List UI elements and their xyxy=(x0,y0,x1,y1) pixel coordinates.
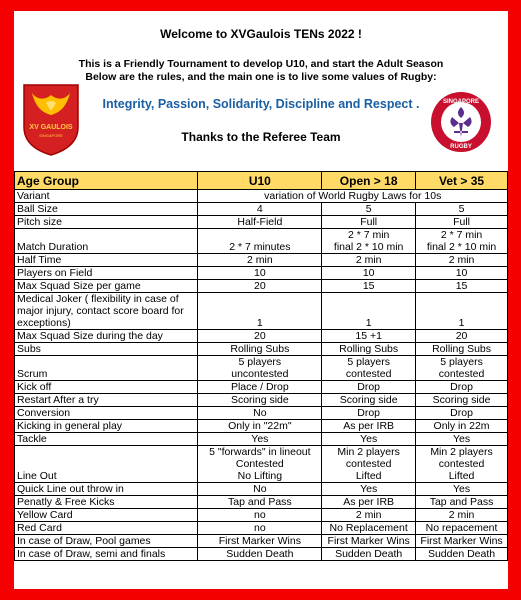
cell-u10: 1 xyxy=(198,293,322,330)
row-label: Ball Size xyxy=(15,203,198,216)
table-row xyxy=(15,330,508,343)
header xyxy=(14,11,508,171)
row-label: Kick off xyxy=(15,381,198,394)
page-title: Welcome to XVGaulois TENs 2022 ! xyxy=(160,27,362,41)
row-label: Kicking in general play xyxy=(15,420,198,433)
table-row xyxy=(15,216,508,229)
row-label: In case of Draw, semi and finals xyxy=(15,548,198,561)
table-row xyxy=(15,446,508,483)
table-row xyxy=(15,203,508,216)
logo-text-left: XV GAULOIS xyxy=(29,124,73,131)
row-label: Scrum xyxy=(15,356,198,381)
table-row xyxy=(15,267,508,280)
table-row-variant xyxy=(15,190,508,203)
cell-u10: First Marker Wins xyxy=(198,535,322,548)
cell-vet: 1 xyxy=(416,293,508,330)
cell-vet: Drop xyxy=(416,381,508,394)
logo-subtext-left: SINGAPORE xyxy=(39,133,63,138)
logo-text-bottom: RUGBY xyxy=(450,144,472,150)
table-row xyxy=(15,407,508,420)
row-label: Max Squad Size during the day xyxy=(15,330,198,343)
cell-u10: Scoring side xyxy=(198,394,322,407)
cell-u10: 2 min xyxy=(198,254,322,267)
cell-open: As per IRB xyxy=(322,420,416,433)
cell-open: 2 min xyxy=(322,254,416,267)
variant-value: variation of World Rugby Laws for 10s xyxy=(198,190,508,203)
cell-u10: 10 xyxy=(198,267,322,280)
cell-open: Yes xyxy=(322,483,416,496)
row-label: Players on Field xyxy=(15,267,198,280)
rugby-values: Integrity, Passion, Solidarity, Discipline and Respect . xyxy=(102,97,420,111)
table-row xyxy=(15,280,508,293)
cell-open: 1 xyxy=(322,293,416,330)
cell-vet: 5 players contested xyxy=(416,356,508,381)
cell-u10: no xyxy=(198,522,322,535)
cell-open: First Marker Wins xyxy=(322,535,416,548)
singapore-rugby-logo xyxy=(430,91,492,153)
table-row xyxy=(15,343,508,356)
row-label: Conversion xyxy=(15,407,198,420)
cell-open: 2 min xyxy=(322,509,416,522)
table-row xyxy=(15,356,508,381)
header-open: Open > 18 xyxy=(322,172,416,190)
table-row xyxy=(15,394,508,407)
cell-vet: Yes xyxy=(416,483,508,496)
cell-vet: Tap and Pass xyxy=(416,496,508,509)
table-row xyxy=(15,535,508,548)
cell-open: 2 * 7 min final 2 * 10 min xyxy=(322,229,416,254)
row-label: Medical Joker ( flexibility in case of major injury, contact score board for exceptions) xyxy=(15,293,198,330)
cell-u10: Tap and Pass xyxy=(198,496,322,509)
cell-open: 15 +1 xyxy=(322,330,416,343)
row-label: Variant xyxy=(15,190,198,203)
cell-open: Min 2 players contested Lifted xyxy=(322,446,416,483)
xvgaulois-logo xyxy=(20,81,82,157)
thanks-line: Thanks to the Referee Team xyxy=(181,130,341,144)
header-u10: U10 xyxy=(198,172,322,190)
header-vet: Vet > 35 xyxy=(416,172,508,190)
row-label: Yellow Card xyxy=(15,509,198,522)
table-row xyxy=(15,420,508,433)
intro-text xyxy=(74,58,448,84)
cell-vet: Only in 22m xyxy=(416,420,508,433)
cell-open: Sudden Death xyxy=(322,548,416,561)
cell-u10: Yes xyxy=(198,433,322,446)
cell-vet: 15 xyxy=(416,280,508,293)
row-label: Line Out xyxy=(15,446,198,483)
cell-open: Drop xyxy=(322,381,416,394)
table-row xyxy=(15,522,508,535)
table-row xyxy=(15,496,508,509)
table-row xyxy=(15,229,508,254)
cell-u10: No xyxy=(198,407,322,420)
row-label: Half Time xyxy=(15,254,198,267)
cell-u10: no xyxy=(198,509,322,522)
cell-vet: First Marker Wins xyxy=(416,535,508,548)
cell-u10: No xyxy=(198,483,322,496)
cell-u10: 5 "forwards" in lineout Contested No Lifting xyxy=(198,446,322,483)
cell-u10: 4 xyxy=(198,203,322,216)
row-label: Restart After a try xyxy=(15,394,198,407)
cell-vet: 2 min xyxy=(416,509,508,522)
cell-open: 10 xyxy=(322,267,416,280)
cell-u10: 20 xyxy=(198,330,322,343)
cell-vet: Rolling Subs xyxy=(416,343,508,356)
table-row xyxy=(15,509,508,522)
cell-open: 5 players contested xyxy=(322,356,416,381)
cell-vet: 10 xyxy=(416,267,508,280)
cell-vet: 2 * 7 min final 2 * 10 min xyxy=(416,229,508,254)
cell-vet: Full xyxy=(416,216,508,229)
cell-u10: Sudden Death xyxy=(198,548,322,561)
cell-open: No Replacement xyxy=(322,522,416,535)
cell-u10: Rolling Subs xyxy=(198,343,322,356)
logo-text-top: SINGAPORE xyxy=(442,99,480,105)
row-label: Pitch size xyxy=(15,216,198,229)
row-label: Max Squad Size per game xyxy=(15,280,198,293)
row-label: Match Duration xyxy=(15,229,198,254)
cell-u10: Only in "22m" xyxy=(198,420,322,433)
cell-open: Scoring side xyxy=(322,394,416,407)
cell-vet: 5 xyxy=(416,203,508,216)
row-label: Red Card xyxy=(15,522,198,535)
cell-vet: Drop xyxy=(416,407,508,420)
cell-vet: Yes xyxy=(416,433,508,446)
row-label: In case of Draw, Pool games xyxy=(15,535,198,548)
cell-u10: 20 xyxy=(198,280,322,293)
cell-vet: No repacement xyxy=(416,522,508,535)
intro-line-1: This is a Friendly Tournament to develop U10, and start the Adult Season xyxy=(78,58,444,70)
cell-open: Yes xyxy=(322,433,416,446)
table-row xyxy=(15,254,508,267)
cell-vet: 2 min xyxy=(416,254,508,267)
row-label: Quick Line out throw in xyxy=(15,483,198,496)
cell-open: Full xyxy=(322,216,416,229)
table-row xyxy=(15,381,508,394)
row-label: Penatly & Free Kicks xyxy=(15,496,198,509)
cell-u10: 5 players uncontested xyxy=(198,356,322,381)
document-page xyxy=(14,11,508,589)
table-row xyxy=(15,548,508,561)
table-row xyxy=(15,293,508,330)
cell-u10: Place / Drop xyxy=(198,381,322,394)
row-label: Tackle xyxy=(15,433,198,446)
cell-open: 15 xyxy=(322,280,416,293)
row-label: Subs xyxy=(15,343,198,356)
cell-vet: Scoring side xyxy=(416,394,508,407)
cell-open: 5 xyxy=(322,203,416,216)
cell-u10: Half-Field xyxy=(198,216,322,229)
rules-table xyxy=(14,171,508,561)
table-row xyxy=(15,483,508,496)
cell-vet: Sudden Death xyxy=(416,548,508,561)
cell-vet: 20 xyxy=(416,330,508,343)
cell-open: As per IRB xyxy=(322,496,416,509)
intro-line-2: Below are the rules, and the main one is to live some values of Rugby: xyxy=(85,71,437,83)
header-age-group: Age Group xyxy=(15,172,198,190)
cell-vet: Min 2 players contested Lifted xyxy=(416,446,508,483)
cell-open: Rolling Subs xyxy=(322,343,416,356)
table-row xyxy=(15,433,508,446)
cell-open: Drop xyxy=(322,407,416,420)
table-header-row xyxy=(15,172,508,190)
cell-u10: 2 * 7 minutes xyxy=(198,229,322,254)
